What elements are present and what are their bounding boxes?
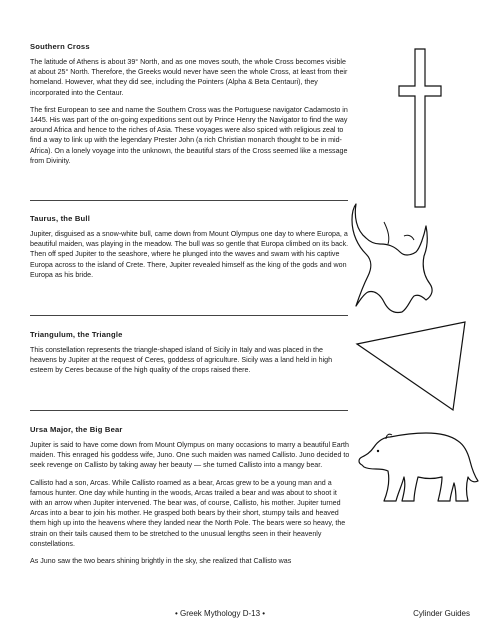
footer-page-label: • Greek Mythology D-13 • — [175, 609, 266, 618]
section-triangulum — [30, 330, 350, 383]
footer-publisher: Cylinder Guides — [413, 609, 470, 618]
cross-figure — [398, 48, 442, 208]
paragraph: Jupiter is said to have come down from Mount Olympus on many occasions to marry a beautiful Earth maiden. This enraged his goddess wife, Juno. One such maiden was named Callisto. Juno decided to seek revenge on Callisto by taking away her beauty — she turned Callisto into a mangy bear. — [30, 441, 350, 470]
section-divider — [30, 410, 348, 411]
paragraph: This constellation represents the triangle-shaped island of Sicily in Italy and was placed in the heavens by Jupiter at the request of Ceres, goddess of agriculture. Sicily was a land held in high esteem by Ceres because of the high quality of the crops raised there. — [30, 346, 333, 375]
paragraph: The first European to see and name the Southern Cross was the Portuguese navigator Cadamosto in 1445. His was part of the on-going expeditions sent out by Prince Henry the Navigator to find the way around Africa and hence to the riches of Asia. These voyages were also spiced with religious zeal to find a way to link up with the legendary Prester John (a rich Christian monarch thought to be in mid-Africa). On a lonely voyage into the unknown, the beautiful stars of the Cross seemed like a message from Divinity. — [30, 105, 348, 165]
paragraph: As Juno saw the two bears shining brightly in the sky, she realized that Callisto was — [30, 557, 292, 566]
paragraph: Jupiter, disguised as a snow-white bull, came down from Mount Olympus one day to where Europa, a beautiful maiden, was playing in the meadow. The bull was so gentle that Europa climbed on its back. Then off sped Jupiter to the seashore, where he plunged into the waves and swam with his captive Europa across to the island of Crete. There, Jupiter revealed himself as the king of the gods and won Europa as his bride. — [30, 230, 349, 279]
bear-figure — [356, 425, 480, 505]
section-divider — [30, 200, 348, 201]
paragraph: Callisto had a son, Arcas. While Callisto roamed as a bear, Arcas grew to be a young man and a famous hunter. One day while hunting in the woods, Arcas trailed a bear and was about to shoot it with an arrow when Jupiter intervened. The bear was, of course, Callisto, his mother. Jupiter turned Arcas into a bear to join his mother. He grasped both bears by their short, stumpy tails and heaved them high up into the heavens where they landed near the North Pole. The bears were so heavy, the strain on their tails caused them to be stretched to the unusual lengths seen in their heavenly constellations. — [30, 478, 346, 548]
paragraph: The latitude of Athens is about 39° North, and as one moves south, the whole Cross becomes visible at about 25° North. Therefore, the Greeks would never have seen the whole Cross, at least from their homeland. However, what they did see, including the Pointers (Alpha & Beta Centauri), they incorporated into the Centaur. — [30, 58, 348, 97]
bull-figure — [344, 196, 440, 324]
section-southern-cross — [30, 42, 350, 173]
section-heading: Taurus, the Bull — [30, 214, 91, 223]
section-heading: Triangulum, the Triangle — [30, 330, 123, 339]
section-heading: Southern Cross — [30, 42, 90, 51]
section-ursa-major — [30, 425, 350, 573]
triangle-figure — [355, 320, 467, 412]
section-heading: Ursa Major, the Big Bear — [30, 425, 123, 434]
section-taurus — [30, 214, 350, 287]
section-divider — [30, 315, 348, 316]
